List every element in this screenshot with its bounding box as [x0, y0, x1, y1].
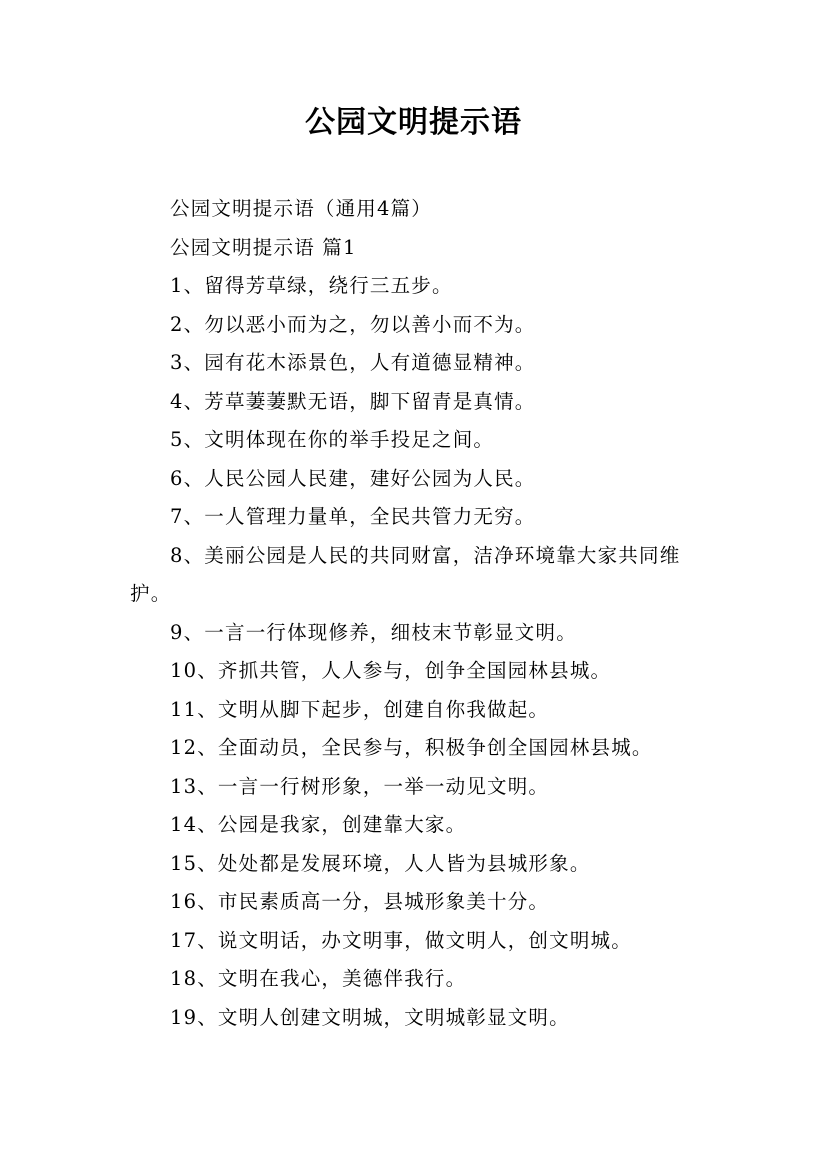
list-item: 13、一言一行树形象，一举一动见文明。	[170, 774, 550, 798]
list-item: 2、勿以恶小而为之，勿以善小而不为。	[170, 312, 536, 336]
list-item: 8、美丽公园是人民的共同财富，洁净环境靠大家共同维护。	[130, 543, 681, 605]
list-item: 14、公园是我家，创建靠大家。	[170, 813, 467, 836]
list-item: 16、市民素质高一分，县城形象美十分。	[170, 890, 550, 913]
list-item: 5、文明体现在你的举手投足之间。	[170, 428, 495, 451]
list-item: 9、一言一行体现修养，细枝末节彰显文明。	[170, 620, 577, 644]
doc-subtitle: 公园文明提示语（通用4篇）	[170, 197, 433, 220]
section-heading: 公园文明提示语 篇1	[170, 235, 357, 259]
list-item: 17、说文明话，办文明事，做文明人，创文明城。	[170, 928, 632, 952]
list-item: 15、处处都是发展环境，人人皆为县城形象。	[170, 851, 591, 875]
list-item: 3、园有花木添景色，人有道德显精神。	[170, 351, 536, 374]
list-item: 4、芳草萋萋默无语，脚下留青是真情。	[170, 389, 536, 413]
list-item: 12、全面动员，全民参与，积极争创全国园林县城。	[170, 736, 653, 759]
document-title: 公园文明提示语	[305, 105, 522, 140]
list-item: 7、一人管理力量单，全民共管力无穷。	[170, 505, 536, 528]
list-item: 11、文明从脚下起步，创建自你我做起。	[170, 697, 550, 721]
list-item: 18、文明在我心，美德伴我行。	[170, 967, 467, 990]
list-item: 1、留得芳草绿，绕行三五步。	[170, 274, 453, 297]
document-body	[130, 190, 705, 1037]
list-item: 19、文明人创建文明城，文明城彰显文明。	[170, 1005, 570, 1029]
list-item: 6、人民公园人民建，建好公园为人民。	[170, 466, 536, 490]
list-item: 10、齐抓共管，人人参与，创争全国园林县城。	[170, 659, 612, 682]
